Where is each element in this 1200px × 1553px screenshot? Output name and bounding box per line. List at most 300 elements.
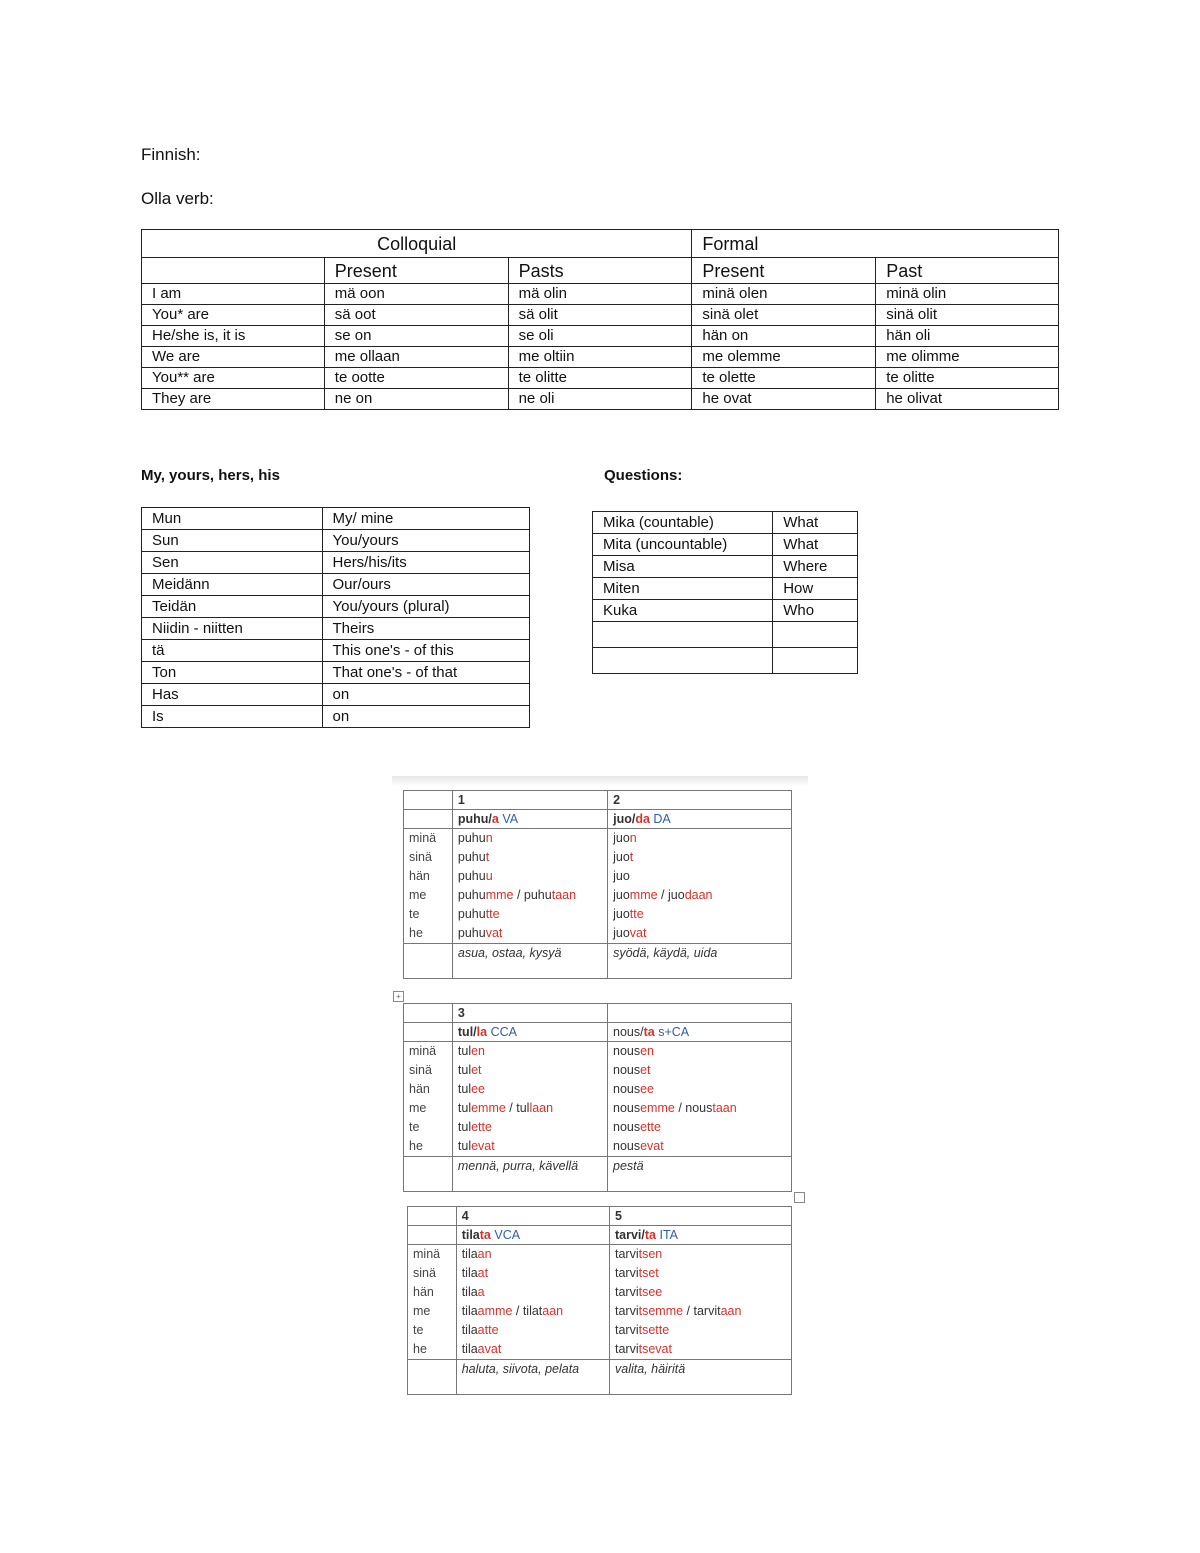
possessive-cell: Mun — [142, 508, 323, 530]
image-shadow — [392, 776, 808, 786]
question-cell — [593, 622, 773, 648]
conjugation-table-3 — [403, 1003, 792, 1192]
conj-form-row — [404, 848, 792, 867]
verb-form-part: tul — [457, 1063, 472, 1077]
verb-form-part: ette — [471, 1120, 492, 1134]
verb-form — [608, 905, 792, 924]
olla-cell: ne oli — [508, 389, 692, 410]
pronoun: he — [404, 1137, 453, 1157]
conj-corner-cell — [404, 944, 453, 979]
verb-examples: mennä, purra, kävellä — [452, 1157, 607, 1192]
question-cell: What — [773, 512, 858, 534]
verb-stem-header — [608, 810, 792, 829]
verb-form-part: tsevat — [638, 1342, 672, 1356]
verb-form — [610, 1340, 792, 1360]
olla-cell: minä olen — [692, 284, 876, 305]
conj-form-row — [408, 1245, 792, 1265]
verb-form-part: taan — [712, 1101, 737, 1115]
olla-row — [142, 347, 1059, 368]
olla-cell: me ollaan — [324, 347, 508, 368]
conj-form-row — [408, 1340, 792, 1360]
question-cell: Misa — [593, 556, 773, 578]
possessive-cell: Sun — [142, 530, 323, 552]
olla-cell: sinä olit — [876, 305, 1059, 326]
question-row — [593, 578, 858, 600]
olla-cell: se oli — [508, 326, 692, 347]
verb-form-part: juo — [613, 850, 630, 864]
verb-stem: tul/ — [457, 1025, 477, 1039]
possessive-cell: Sen — [142, 552, 323, 574]
verb-form-part: nous — [613, 1082, 641, 1096]
verb-form — [608, 829, 792, 849]
verb-form-part: vat — [485, 926, 503, 940]
pronoun: me — [404, 1099, 453, 1118]
verb-form-part: nous — [613, 1139, 641, 1153]
verb-form — [452, 1042, 607, 1062]
verb-form-part: / tul — [505, 1101, 530, 1115]
conj-form-row — [404, 1099, 792, 1118]
olla-cell: sä oot — [324, 305, 508, 326]
pronoun: me — [404, 886, 453, 905]
verb-form-part: at — [477, 1266, 489, 1280]
verb-form — [608, 1080, 792, 1099]
conj-number: 4 — [456, 1207, 609, 1226]
verb-form — [456, 1264, 609, 1283]
possessive-row — [142, 618, 530, 640]
possessive-row — [142, 706, 530, 728]
verb-form-part: tsette — [638, 1323, 670, 1337]
olla-cell: They are — [142, 389, 325, 410]
olla-cell: me olemme — [692, 347, 876, 368]
olla-cell: se on — [324, 326, 508, 347]
question-row — [593, 622, 858, 648]
verb-form — [608, 924, 792, 944]
verb-stem-ending: da — [635, 812, 650, 826]
verb-form — [452, 1080, 607, 1099]
olla-sub-header: Pasts — [508, 258, 692, 284]
verb-form — [452, 1137, 607, 1157]
conj-form-row — [404, 1137, 792, 1157]
conj-number: 1 — [452, 791, 607, 810]
verb-examples: asua, ostaa, kysyä — [452, 944, 607, 979]
conj-number-row — [408, 1207, 792, 1226]
verb-form-part: vat — [629, 926, 647, 940]
possessive-cell: Meidänn — [142, 574, 323, 596]
olla-verb-table — [141, 229, 1059, 410]
olla-group-header-row — [142, 230, 1059, 258]
possessive-cell: Hers/his/its — [322, 552, 529, 574]
olla-row — [142, 368, 1059, 389]
verb-form-part: tarvi — [615, 1266, 639, 1280]
olla-sub-header-row — [142, 258, 1059, 284]
possessive-row — [142, 640, 530, 662]
conj-number: 5 — [610, 1207, 792, 1226]
conj-corner-cell — [404, 1004, 453, 1023]
olla-cell: hän oli — [876, 326, 1059, 347]
verb-form — [610, 1302, 792, 1321]
verb-form-part: juo — [613, 831, 630, 845]
olla-cell: sä olit — [508, 305, 692, 326]
verb-form — [452, 886, 607, 905]
verb-form — [456, 1321, 609, 1340]
olla-row — [142, 284, 1059, 305]
verb-form-part: en — [471, 1044, 485, 1058]
question-cell — [593, 648, 773, 674]
conj-form-row — [408, 1302, 792, 1321]
verb-type: CCA — [490, 1025, 517, 1039]
verb-form — [452, 905, 607, 924]
verb-form-part: puhu — [457, 869, 486, 883]
verb-form — [608, 1137, 792, 1157]
questions-heading: Questions: — [604, 467, 683, 484]
olla-heading: Olla verb: — [141, 189, 214, 208]
verb-form-part: taan — [551, 888, 577, 902]
verb-form-part: an — [477, 1247, 492, 1261]
olla-cell: hän on — [692, 326, 876, 347]
verb-form-part: tsen — [638, 1247, 663, 1261]
verb-form-part: tila — [461, 1266, 478, 1280]
question-cell: Miten — [593, 578, 773, 600]
verb-form-part: tsee — [638, 1285, 663, 1299]
conj-number: 2 — [608, 791, 792, 810]
olla-cell: ne on — [324, 389, 508, 410]
conjugation-table-4-5 — [407, 1206, 792, 1395]
page-title: Finnish: — [141, 145, 201, 164]
verb-form-part: tarvi — [615, 1247, 639, 1261]
verb-stem-header — [452, 810, 607, 829]
pronoun: hän — [404, 867, 453, 886]
verb-form — [610, 1283, 792, 1302]
verb-form — [456, 1340, 609, 1360]
verb-form-part: nous — [613, 1120, 641, 1134]
conj-form-row — [404, 1118, 792, 1137]
conj-stem-row — [404, 1023, 792, 1042]
possessive-cell: Niidin - niitten — [142, 618, 323, 640]
pronoun: hän — [404, 1080, 453, 1099]
verb-form-part: tila — [461, 1247, 478, 1261]
possessive-heading: My, yours, hers, his — [141, 467, 280, 484]
possessive-cell: Is — [142, 706, 323, 728]
pronoun: te — [408, 1321, 457, 1340]
verb-form-part: daan — [684, 888, 713, 902]
verb-type: VCA — [494, 1228, 521, 1242]
verb-form-part: tarvi — [615, 1342, 639, 1356]
verb-form-part: tul — [457, 1044, 472, 1058]
verb-form-part: puhu — [457, 850, 486, 864]
possessive-cell: Our/ours — [322, 574, 529, 596]
verb-form-part: juo — [613, 888, 630, 902]
verb-form-part: mme — [485, 888, 514, 902]
verb-form — [610, 1321, 792, 1340]
verb-form-part: tul — [457, 1139, 472, 1153]
olla-cell: me olimme — [876, 347, 1059, 368]
olla-cell: he olivat — [876, 389, 1059, 410]
conj-stem-row — [408, 1226, 792, 1245]
verb-form-part: evat — [471, 1139, 495, 1153]
conj-corner-cell — [408, 1226, 457, 1245]
verb-form — [452, 1061, 607, 1080]
pronoun: minä — [404, 829, 453, 849]
conj-form-row — [404, 1042, 792, 1062]
olla-cell: he ovat — [692, 389, 876, 410]
possessive-cell: Ton — [142, 662, 323, 684]
question-cell: Mika (countable) — [593, 512, 773, 534]
possessive-row — [142, 552, 530, 574]
question-row — [593, 534, 858, 556]
verb-form — [452, 848, 607, 867]
conj-number: 3 — [452, 1004, 607, 1023]
olla-sub-header — [142, 258, 325, 284]
verb-form — [452, 1099, 607, 1118]
verb-form-part: et — [471, 1063, 482, 1077]
conj-corner-cell — [408, 1360, 457, 1395]
table-resize-handle-icon[interactable] — [794, 1192, 805, 1203]
verb-form-part: / tarvit — [683, 1304, 721, 1318]
conj-form-row — [404, 905, 792, 924]
verb-form — [608, 848, 792, 867]
verb-form-part: tte — [485, 907, 500, 921]
question-cell: What — [773, 534, 858, 556]
pronoun: minä — [408, 1245, 457, 1265]
verb-stem: nous/ — [613, 1025, 644, 1039]
olla-cell: We are — [142, 347, 325, 368]
possessive-cell: on — [322, 706, 529, 728]
verb-stem-ending: ta — [479, 1228, 491, 1242]
question-cell — [773, 648, 858, 674]
verb-form-part: n — [629, 831, 637, 845]
colloquial-header: Colloquial — [142, 230, 692, 258]
verb-form — [456, 1283, 609, 1302]
verb-form-part: tsemme — [638, 1304, 684, 1318]
possessive-cell: Teidän — [142, 596, 323, 618]
conj-examples-row — [404, 1157, 792, 1192]
verb-form — [608, 1061, 792, 1080]
olla-sub-header: Present — [692, 258, 876, 284]
verb-form-part: nous — [613, 1063, 641, 1077]
possessive-row — [142, 662, 530, 684]
olla-cell: You** are — [142, 368, 325, 389]
verb-form — [456, 1302, 609, 1321]
conj-form-row — [408, 1264, 792, 1283]
verb-form-part: aan — [542, 1304, 564, 1318]
verb-form-part: tarvi — [615, 1304, 639, 1318]
conj-form-row — [404, 867, 792, 886]
possessive-row — [142, 574, 530, 596]
question-cell — [773, 622, 858, 648]
verb-stem: tarvi/ — [615, 1228, 645, 1242]
olla-cell: minä olin — [876, 284, 1059, 305]
verb-form-part: emme — [640, 1101, 675, 1115]
conj-examples-row — [404, 944, 792, 979]
olla-row — [142, 326, 1059, 347]
conj-number-row — [404, 1004, 792, 1023]
verb-examples: syödä, käydä, uida — [608, 944, 792, 979]
conj-form-row — [408, 1321, 792, 1340]
verb-form-part: amme — [477, 1304, 513, 1318]
verb-form-part: ee — [640, 1082, 655, 1096]
verb-form-part: tul — [457, 1101, 472, 1115]
verb-type: VA — [502, 812, 519, 826]
verb-form-part: nous — [613, 1044, 641, 1058]
verb-form — [608, 1118, 792, 1137]
conj-corner-cell — [408, 1207, 457, 1226]
question-row — [593, 556, 858, 578]
verb-form-part: tul — [457, 1120, 472, 1134]
pronoun: me — [408, 1302, 457, 1321]
olla-cell: mä oon — [324, 284, 508, 305]
verb-form-part: ee — [471, 1082, 485, 1096]
verb-examples: haluta, siivota, pelata — [456, 1360, 609, 1395]
verb-form-part: tila — [461, 1285, 478, 1299]
verb-stem-ending: a — [491, 812, 499, 826]
olla-cell: I am — [142, 284, 325, 305]
table-move-handle-icon[interactable]: + — [393, 991, 404, 1002]
possessive-cell: My/ mine — [322, 508, 529, 530]
verb-form-part: tarvi — [615, 1323, 639, 1337]
pronoun: sinä — [408, 1264, 457, 1283]
verb-form — [610, 1245, 792, 1265]
pronoun: he — [408, 1340, 457, 1360]
verb-form-part: puhu — [457, 831, 486, 845]
olla-cell: te olitte — [508, 368, 692, 389]
conj-form-row — [404, 829, 792, 849]
question-cell: Kuka — [593, 600, 773, 622]
verb-form-part: juo — [613, 869, 630, 883]
questions-table — [592, 511, 858, 674]
question-cell: Where — [773, 556, 858, 578]
olla-row — [142, 389, 1059, 410]
pronoun: he — [404, 924, 453, 944]
verb-form-part: a — [477, 1285, 485, 1299]
olla-cell: te ootte — [324, 368, 508, 389]
possessive-cell: on — [322, 684, 529, 706]
question-row — [593, 600, 858, 622]
conj-corner-cell — [404, 810, 453, 829]
verb-type: s+CA — [658, 1025, 690, 1039]
verb-form-part: t — [485, 850, 490, 864]
verb-form — [608, 1099, 792, 1118]
verb-examples: valita, häiritä — [610, 1360, 792, 1395]
verb-form-part: juo — [613, 926, 630, 940]
pronoun: minä — [404, 1042, 453, 1062]
verb-form — [452, 1118, 607, 1137]
verb-form — [608, 1042, 792, 1062]
question-cell: How — [773, 578, 858, 600]
verb-form-part: atte — [477, 1323, 499, 1337]
verb-form-part: aan — [720, 1304, 742, 1318]
verb-form — [608, 886, 792, 905]
verb-form-part: n — [485, 831, 493, 845]
verb-stem-header — [456, 1226, 609, 1245]
pronoun: sinä — [404, 1061, 453, 1080]
conj-corner-cell — [404, 1023, 453, 1042]
pronoun: hän — [408, 1283, 457, 1302]
conj-form-row — [404, 924, 792, 944]
verb-stem-header — [452, 1023, 607, 1042]
verb-form-part: ette — [640, 1120, 661, 1134]
verb-type: ITA — [659, 1228, 679, 1242]
question-row — [593, 648, 858, 674]
possessive-row — [142, 508, 530, 530]
possessive-row — [142, 684, 530, 706]
verb-form-part: evat — [640, 1139, 664, 1153]
olla-cell: mä olin — [508, 284, 692, 305]
conj-number — [608, 1004, 792, 1023]
conj-number-row — [404, 791, 792, 810]
question-row — [593, 512, 858, 534]
pronoun: te — [404, 1118, 453, 1137]
verb-type: DA — [653, 812, 671, 826]
possessive-row — [142, 530, 530, 552]
verb-form-part: tila — [461, 1323, 478, 1337]
verb-examples: pestä — [608, 1157, 792, 1192]
verb-form-part: juo — [613, 907, 630, 921]
possessive-cell: You/yours — [322, 530, 529, 552]
verb-form-part: avat — [477, 1342, 502, 1356]
conjugation-table-1-2 — [403, 790, 792, 979]
verb-form — [452, 924, 607, 944]
verb-form-part: tul — [457, 1082, 472, 1096]
verb-form-part: et — [640, 1063, 651, 1077]
question-cell: Who — [773, 600, 858, 622]
olla-cell: sinä olet — [692, 305, 876, 326]
possessive-cell: Has — [142, 684, 323, 706]
verb-form-part: u — [485, 869, 493, 883]
conj-corner-cell — [404, 791, 453, 810]
possessive-cell: tä — [142, 640, 323, 662]
conj-corner-cell — [404, 1157, 453, 1192]
verb-form-part: puhu — [457, 888, 486, 902]
olla-sub-header: Present — [324, 258, 508, 284]
conj-form-row — [404, 1061, 792, 1080]
olla-row — [142, 305, 1059, 326]
conj-form-row — [404, 886, 792, 905]
verb-stem-ending: ta — [643, 1025, 655, 1039]
question-cell: Mita (uncountable) — [593, 534, 773, 556]
possessive-row — [142, 596, 530, 618]
conj-examples-row — [408, 1360, 792, 1395]
verb-form — [608, 867, 792, 886]
verb-stem-ending: ta — [644, 1228, 657, 1242]
verb-form-part: tila — [461, 1342, 478, 1356]
possessive-cell: Theirs — [322, 618, 529, 640]
verb-form-part: tset — [638, 1266, 659, 1280]
verb-form — [456, 1245, 609, 1265]
formal-header: Formal — [692, 230, 1059, 258]
olla-cell: He/she is, it is — [142, 326, 325, 347]
possessive-cell: That one's - of that — [322, 662, 529, 684]
verb-stem: puhu/ — [457, 812, 492, 826]
verb-form-part: puhu — [457, 907, 486, 921]
verb-form-part: mme — [629, 888, 658, 902]
verb-form-part: t — [629, 850, 634, 864]
verb-form-part: tarvi — [615, 1285, 639, 1299]
verb-stem-header — [608, 1023, 792, 1042]
verb-form — [452, 829, 607, 849]
conj-form-row — [408, 1283, 792, 1302]
conj-form-row — [404, 1080, 792, 1099]
possessive-cell: This one's - of this — [322, 640, 529, 662]
olla-cell: te olette — [692, 368, 876, 389]
verb-form-part: tila — [461, 1304, 478, 1318]
olla-cell: te olitte — [876, 368, 1059, 389]
verb-form — [610, 1264, 792, 1283]
verb-stem-ending: la — [476, 1025, 488, 1039]
verb-stem: juo/ — [613, 812, 636, 826]
verb-form-part: tte — [629, 907, 644, 921]
verb-form-part: puhu — [457, 926, 486, 940]
possessive-table — [141, 507, 530, 728]
